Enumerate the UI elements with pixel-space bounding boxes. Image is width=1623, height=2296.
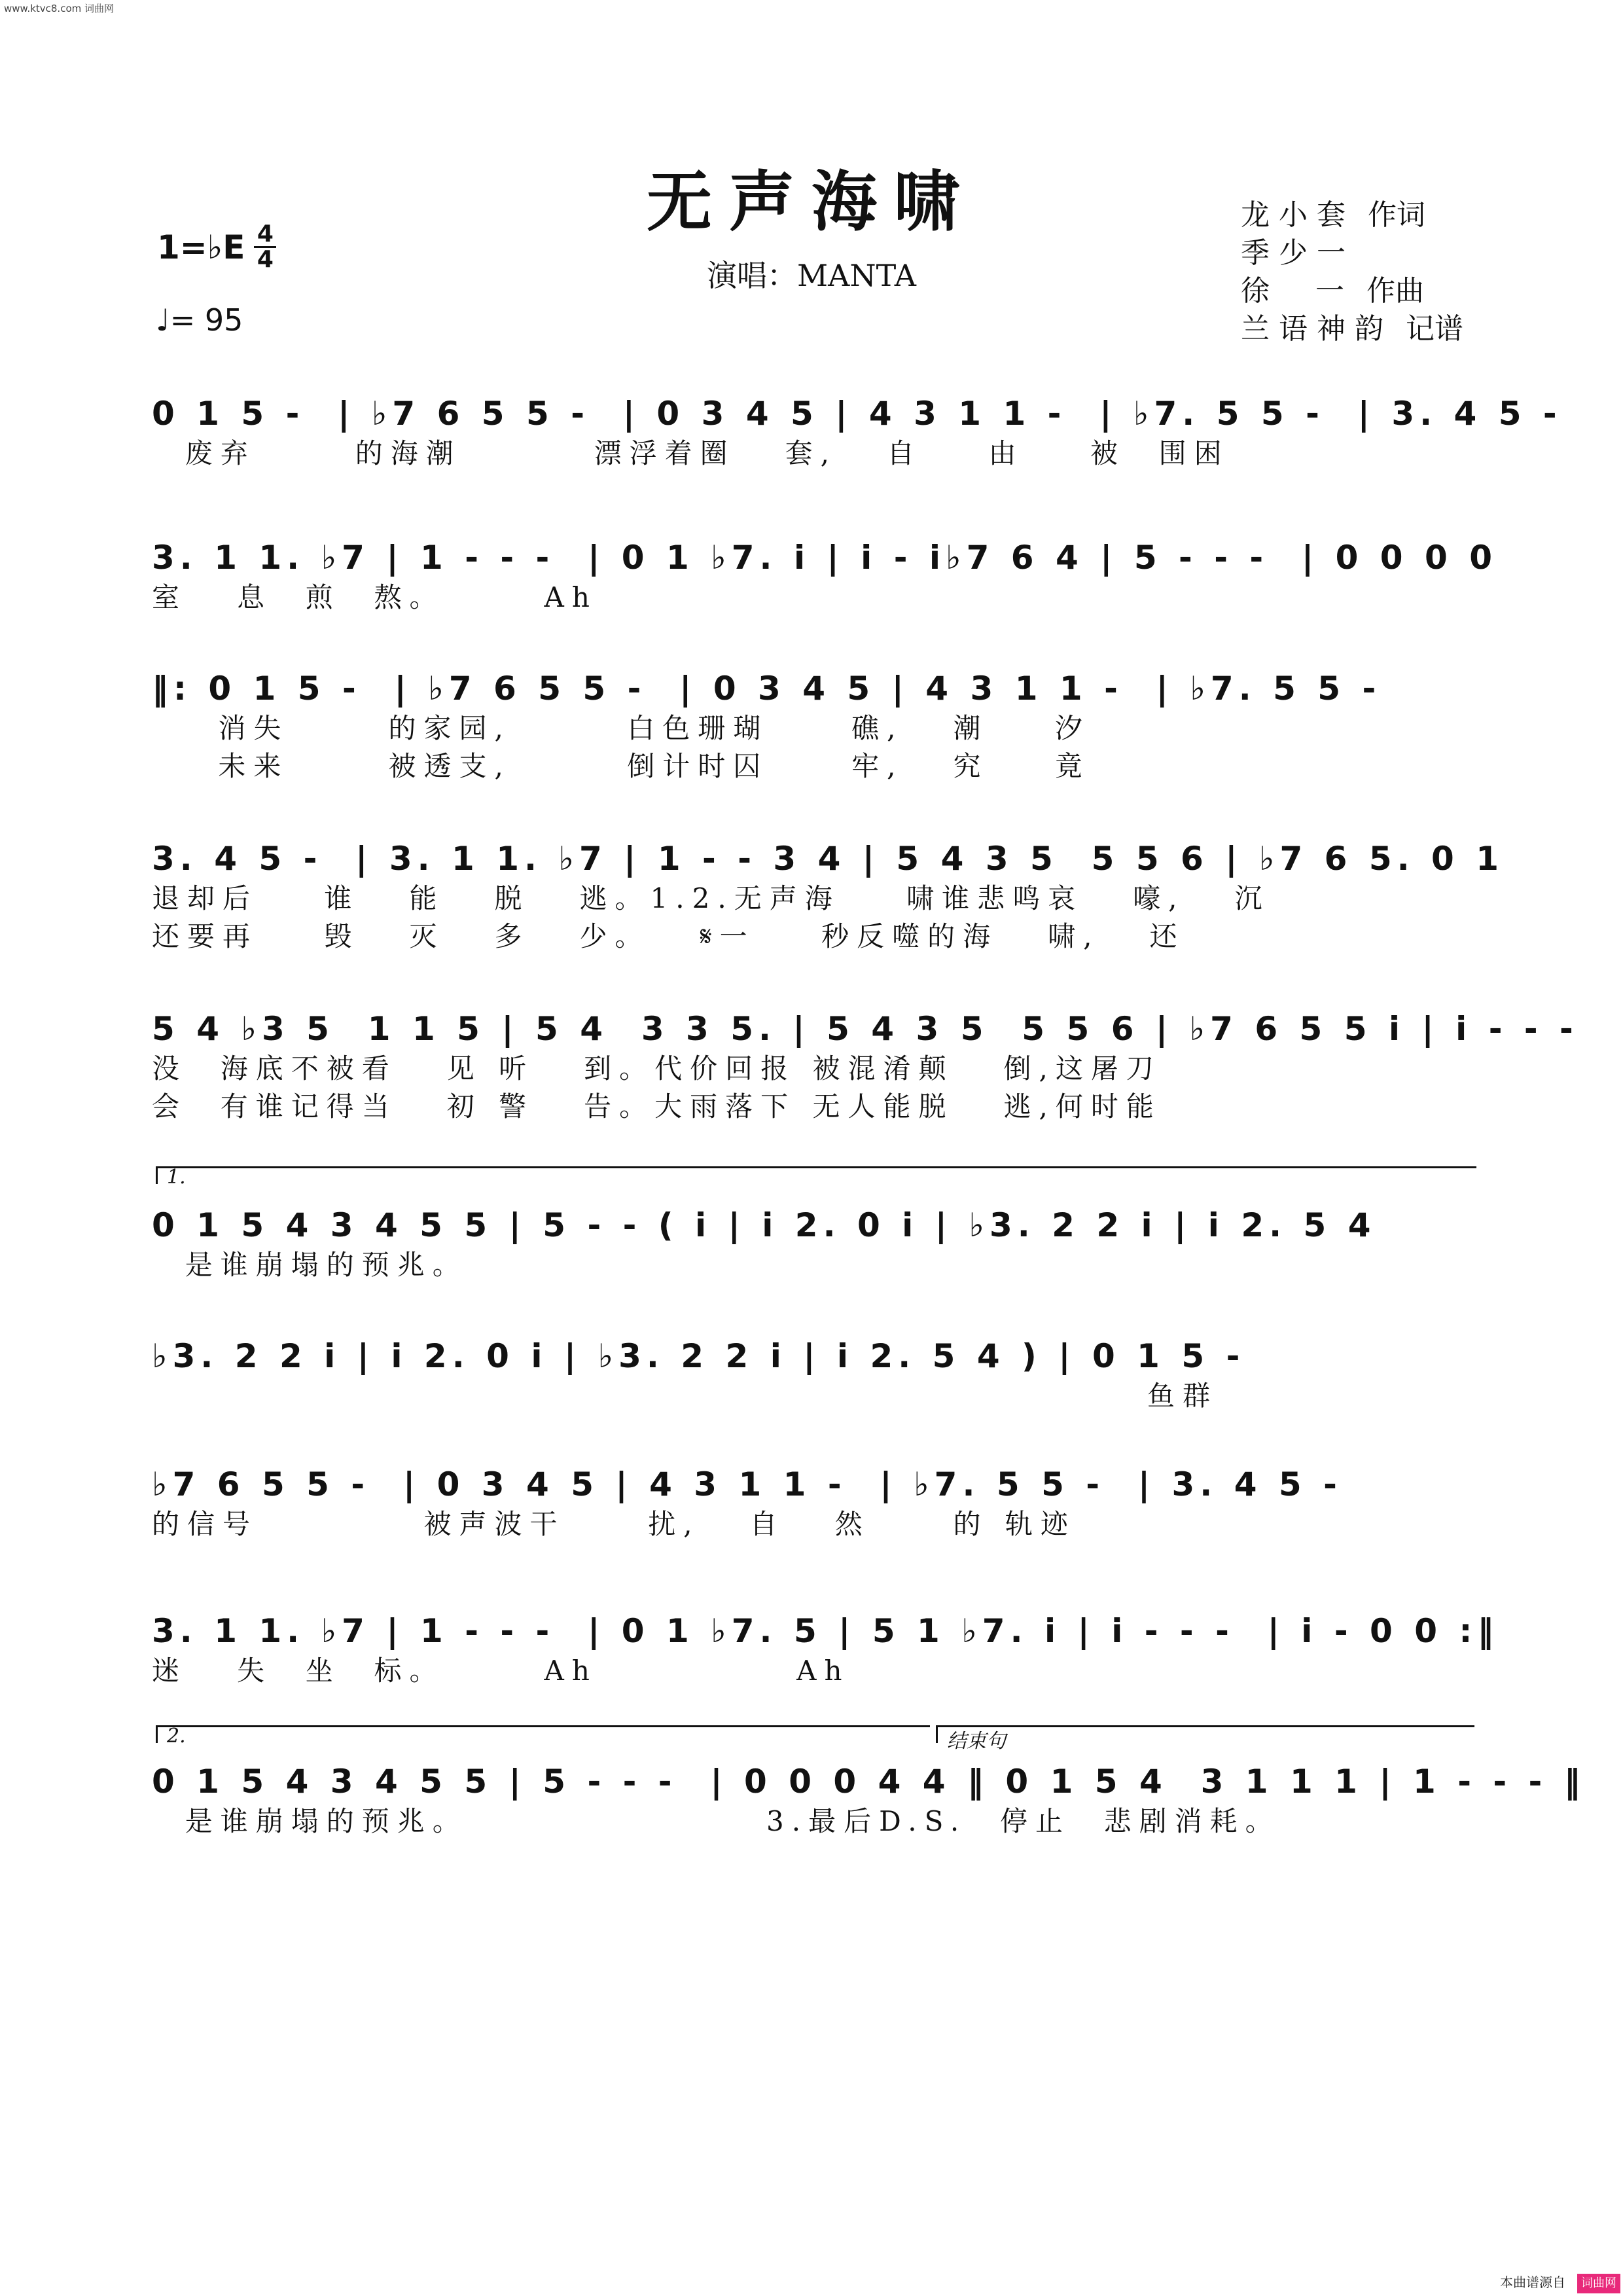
coda-bracket: 结束句 bbox=[936, 1725, 1474, 1743]
notation-row: 3. 1 1. ♭7 | 1 - - - | 0 1 ♭7. i | i - i♭7 6 4 | 5 - - - | 0 0 0 0 bbox=[152, 539, 1497, 577]
time-bottom: 4 bbox=[257, 246, 274, 273]
footer-source: 本曲谱源自 bbox=[1500, 2274, 1565, 2290]
score-line-4 bbox=[152, 838, 1505, 956]
lyric-row: 没 海底不被看 见 听 到。代价回报 被混淆颠 倒,这屠刀 bbox=[152, 1052, 1162, 1085]
key-label: 1=♭E bbox=[157, 228, 245, 266]
lyric-row: 消失 的家园, 白色珊瑚 礁, 潮 汐 bbox=[152, 712, 1090, 744]
volta-1: 1. bbox=[156, 1166, 1476, 1184]
lyric-row: 鱼群 bbox=[152, 1380, 1219, 1412]
credit-row: 徐 一 作曲 bbox=[1241, 274, 1424, 308]
site-watermark: www.ktvc8.com 词曲网 bbox=[4, 3, 115, 14]
score-line-9 bbox=[152, 1610, 1499, 1690]
lyric-row-2: 会 有谁记得当 初 警 告。大雨落下 无人能脱 逃,何时能 bbox=[152, 1090, 1162, 1122]
notation-row: 0 1 5 4 3 4 5 5 | 5 - - - | 0 0 0 4 4 ‖ 0 1 5 4 3 1 1 1 | 1 - - - ‖ bbox=[152, 1763, 1586, 1801]
score-line-2 bbox=[152, 537, 1497, 617]
credit-row: 兰语神韵 记谱 bbox=[1241, 312, 1463, 346]
notation-row: 0 1 5 - | ♭7 6 5 5 - | 0 3 4 5 | 4 3 1 1 - | ♭7. 5 5 - | 3. 4 5 - bbox=[152, 395, 1562, 433]
score-line-10 bbox=[152, 1761, 1586, 1840]
lyric-row: 是谁崩塌的预兆。 bbox=[152, 1249, 468, 1281]
notation-row: 3. 1 1. ♭7 | 1 - - - | 0 1 ♭7. 5 | 5 1 ♭7. i | i - - - | i - 0 0 :‖ bbox=[152, 1612, 1499, 1650]
notation-row: 3. 4 5 - | 3. 1 1. ♭7 | 1 - - 3 4 | 5 4 3 5 5 5 6 | ♭7 6 5. 0 1 bbox=[152, 840, 1505, 878]
score-line-6 bbox=[152, 1204, 1477, 1284]
key-signature bbox=[157, 223, 276, 272]
credit-row: 季少一 bbox=[1241, 236, 1355, 270]
singer-label: 演唱：MANTA bbox=[707, 258, 916, 293]
lyric-row: 的信号 被声波干 扰, 自 然 的 轨迹 bbox=[152, 1508, 1076, 1540]
notation-row: ♭7 6 5 5 - | 0 3 4 5 | 4 3 1 1 - | ♭7. 5 5 - | 3. 4 5 - bbox=[152, 1465, 1342, 1503]
score-line-7 bbox=[152, 1335, 1477, 1415]
lyric-row: 室 息 煎 熬。 Ah bbox=[152, 581, 597, 613]
time-top: 4 bbox=[257, 221, 274, 247]
credits bbox=[1241, 196, 1463, 348]
notation-row: 5 4 ♭3 5 1 1 5 | 5 4 3 3 5. | 5 4 3 5 5 5 6 | ♭7 6 5 5 i | i - - - bbox=[152, 1010, 1578, 1048]
lyric-row: 废弃 的海潮 漂浮着圈 套, 自 由 被 围困 bbox=[152, 437, 1230, 469]
score-line-3 bbox=[152, 668, 1477, 785]
score-line-1 bbox=[152, 393, 1562, 473]
lyric-row: 退却后 谁 能 脱 逃。1.2.无声海 啸谁悲鸣哀 嚎, 沉 bbox=[152, 882, 1270, 914]
footer-logo: 词曲网 bbox=[1577, 2274, 1620, 2293]
volta-2: 2. bbox=[156, 1725, 930, 1743]
score-line-8 bbox=[152, 1463, 1477, 1543]
notation-row: ‖: 0 1 5 - | ♭7 6 5 5 - | 0 3 4 5 | 4 3 1 1 - | ♭7. 5 5 - bbox=[152, 670, 1382, 708]
notation-row: 0 1 5 4 3 4 5 5 | 5 - - ( i | i 2. 0 i | ♭3. 2 2 i | i 2. 5 4 bbox=[152, 1206, 1376, 1244]
score-line-5 bbox=[152, 1008, 1578, 1126]
notation-row: ♭3. 2 2 i | i 2. 0 i | ♭3. 2 2 i | i 2. 5 4 ) | 0 1 5 - bbox=[152, 1337, 1245, 1375]
lyric-row-2: 还要再 毁 灭 多 少。 𝄋一 秒反噬的海 啸, 还 bbox=[152, 920, 1185, 952]
tempo-marking: ♩= 95 bbox=[156, 302, 243, 338]
credit-row: 龙小套 作词 bbox=[1241, 198, 1425, 232]
lyric-row: 迷 失 坐 标。 Ah Ah bbox=[152, 1655, 850, 1687]
time-signature bbox=[254, 223, 276, 272]
lyric-row: 是谁崩塌的预兆。 3.最后D.S. 停止 悲剧消耗。 bbox=[152, 1805, 1281, 1837]
song-title: 无声海啸 bbox=[647, 163, 976, 240]
lyric-row-2: 未来 被透支, 倒计时囚 牢, 究 竟 bbox=[152, 750, 1090, 782]
